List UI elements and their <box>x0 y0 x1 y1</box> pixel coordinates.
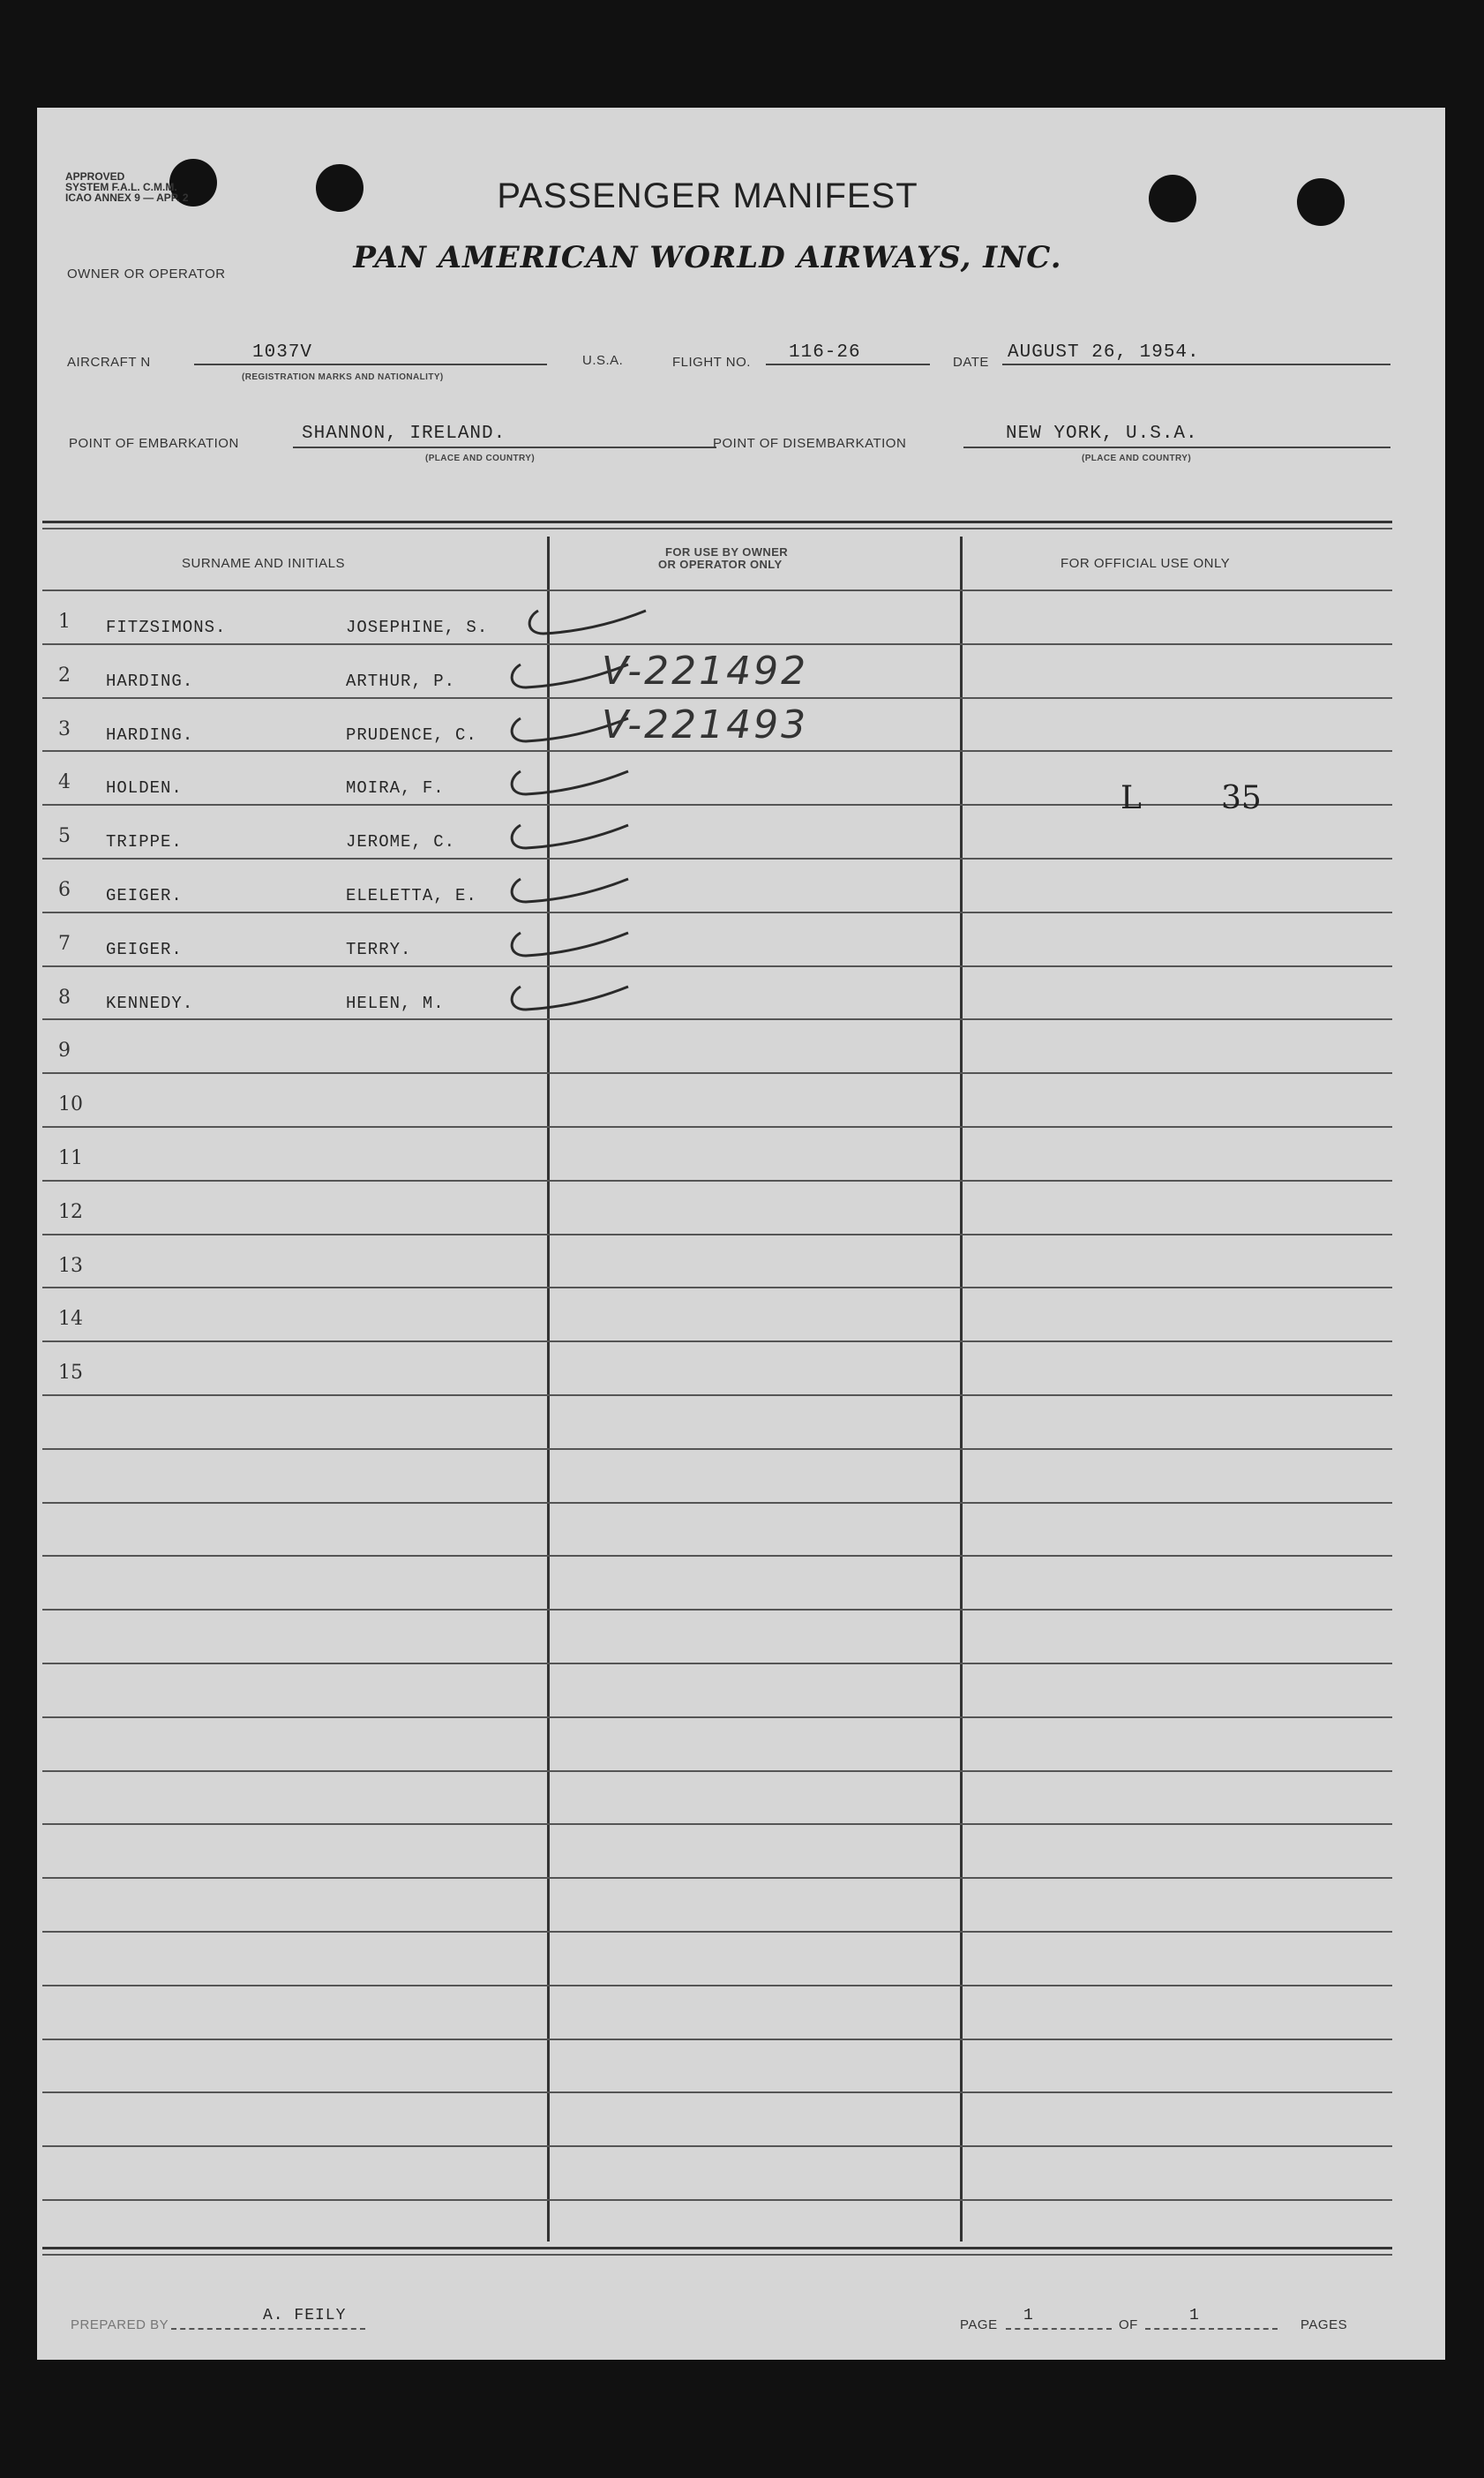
of-field-line <box>1145 2328 1278 2330</box>
row-number: 8 <box>58 986 71 1009</box>
owner-label: OWNER OR OPERATOR <box>67 267 226 282</box>
check-mark <box>496 920 655 973</box>
of-label: OF <box>1119 2317 1138 2332</box>
manifest-sheet <box>37 108 1445 2360</box>
passenger-initials: ELELETTA, E. <box>346 886 477 905</box>
col-owner-header-line1: FOR USE BY OWNER <box>665 545 789 559</box>
aircraft-field-line <box>194 364 547 365</box>
table-rule-line <box>42 2091 1392 2093</box>
table-rule-line <box>42 1609 1392 1611</box>
table-rule-line <box>42 1716 1392 1718</box>
flight-value: 116-26 <box>789 342 861 363</box>
date-label: DATE <box>953 355 989 370</box>
row-number: 5 <box>58 825 71 848</box>
table-rule-line <box>42 1234 1392 1235</box>
table-rule-line <box>42 858 1392 860</box>
table-rule-line <box>42 2039 1392 2040</box>
table-rule-line <box>42 1502 1392 1504</box>
embark-value: SHANNON, IRELAND. <box>302 424 506 444</box>
aircraft-value: 1037V <box>252 342 313 363</box>
disembark-value: NEW YORK, U.S.A. <box>1006 424 1198 444</box>
table-rule-line <box>42 1394 1392 1396</box>
row-number: 11 <box>58 1147 83 1169</box>
table-top-rule-2 <box>42 528 1392 529</box>
check-mark <box>496 974 655 1027</box>
usa-label: U.S.A. <box>582 353 624 368</box>
table-rule-line <box>42 589 1392 591</box>
passenger-surname: HARDING. <box>106 725 194 745</box>
prepared-value: A. FEILY <box>263 2307 347 2324</box>
page-label: PAGE <box>960 2317 998 2332</box>
table-rule-line <box>42 1877 1392 1879</box>
row-number: 7 <box>58 932 71 955</box>
table-rule-line <box>42 1018 1392 1020</box>
owner-note: V-221493 <box>602 702 809 747</box>
row-number: 15 <box>58 1362 83 1385</box>
table-bottom-rule-2 <box>42 2254 1392 2256</box>
passenger-surname: FITZSIMONS. <box>106 618 227 637</box>
page-title: PASSENGER MANIFEST <box>497 176 918 215</box>
prepared-label: PREPARED BY <box>71 2317 169 2332</box>
passenger-surname: GEIGER. <box>106 886 183 905</box>
pages-label: PAGES <box>1300 2317 1348 2332</box>
table-rule-line <box>42 1448 1392 1450</box>
col-owner-header-line2: OR OPERATOR ONLY <box>658 558 783 571</box>
page-value: 1 <box>1023 2307 1034 2324</box>
check-mark <box>496 759 655 812</box>
date-field-line <box>1002 364 1390 365</box>
official-mark: L <box>1120 780 1142 816</box>
row-number: 13 <box>58 1254 83 1277</box>
page-field-line <box>1006 2328 1112 2330</box>
check-mark <box>513 598 672 651</box>
row-number: 1 <box>58 611 71 633</box>
table-rule-line <box>42 2145 1392 2147</box>
row-number: 14 <box>58 1308 83 1331</box>
approval-stamp: APPROVED SYSTEM F.A.L. C.M.M. ICAO ANNEX 9 — APP. 2 <box>65 170 189 204</box>
table-rule-line <box>42 1663 1392 1664</box>
row-number: 4 <box>58 771 71 794</box>
row-number: 6 <box>58 879 71 901</box>
table-rule-line <box>42 1931 1392 1933</box>
passenger-initials: PRUDENCE, C. <box>346 725 477 745</box>
table-rule-line <box>42 1126 1392 1128</box>
prepared-field-line <box>171 2328 365 2330</box>
embark-label: POINT OF EMBARKATION <box>69 436 239 451</box>
passenger-initials: HELEN, M. <box>346 993 445 1013</box>
table-rule-line <box>42 1770 1392 1772</box>
passenger-surname: GEIGER. <box>106 939 183 959</box>
table-rule-line <box>42 1287 1392 1288</box>
table-rule-line <box>42 697 1392 699</box>
embark-caption: (PLACE AND COUNTRY) <box>425 454 536 463</box>
registration-caption: (REGISTRATION MARKS AND NATIONALITY) <box>242 372 444 382</box>
table-rule-line <box>42 1555 1392 1557</box>
passenger-surname: TRIPPE. <box>106 832 183 852</box>
table-rule-line <box>42 912 1392 913</box>
passenger-initials: ARTHUR, P. <box>346 671 456 691</box>
date-value: AUGUST 26, 1954. <box>1008 342 1200 363</box>
aircraft-label: AIRCRAFT N <box>67 355 151 370</box>
flight-field-line <box>766 364 930 365</box>
flight-label: FLIGHT NO. <box>672 355 751 370</box>
table-rule-line <box>42 750 1392 752</box>
table-bottom-rule <box>42 2247 1392 2249</box>
row-number: 12 <box>58 1200 83 1223</box>
col-official-header: FOR OFFICIAL USE ONLY <box>1061 556 1231 571</box>
passenger-surname: HOLDEN. <box>106 778 183 799</box>
passenger-initials: JOSEPHINE, S. <box>346 618 489 637</box>
table-rule-line <box>42 643 1392 645</box>
official-count: 35 <box>1221 780 1262 816</box>
table-rule-line <box>42 804 1392 806</box>
disembark-label: POINT OF DISEMBARKATION <box>713 436 907 451</box>
check-mark <box>496 867 655 920</box>
disembark-field-line <box>963 447 1390 448</box>
check-mark <box>496 813 655 866</box>
table-rule-line <box>42 2199 1392 2201</box>
owner-note: V-221492 <box>602 648 809 694</box>
passenger-surname: KENNEDY. <box>106 993 194 1013</box>
of-value: 1 <box>1189 2307 1200 2324</box>
table-rule-line <box>42 1072 1392 1074</box>
passenger-surname: HARDING. <box>106 671 194 691</box>
passenger-initials: MOIRA, F. <box>346 778 445 799</box>
passenger-initials: JEROME, C. <box>346 832 456 852</box>
row-number: 2 <box>58 664 71 687</box>
passenger-initials: TERRY. <box>346 939 412 959</box>
table-rule-line <box>42 1340 1392 1342</box>
col-surname-header: SURNAME AND INITIALS <box>182 556 346 571</box>
row-number: 9 <box>58 1040 71 1063</box>
table-rule-line <box>42 1985 1392 1986</box>
company-name: PAN AMERICAN WORLD AIRWAYS, INC. <box>353 240 1062 275</box>
table-rule-line <box>42 1180 1392 1182</box>
row-number: 10 <box>58 1093 83 1116</box>
table-rule-line <box>42 1823 1392 1825</box>
table-rule-line <box>42 965 1392 967</box>
disembark-caption: (PLACE AND COUNTRY) <box>1082 454 1192 463</box>
table-top-rule <box>42 521 1392 523</box>
embark-field-line <box>293 447 716 448</box>
row-number: 3 <box>58 717 71 740</box>
